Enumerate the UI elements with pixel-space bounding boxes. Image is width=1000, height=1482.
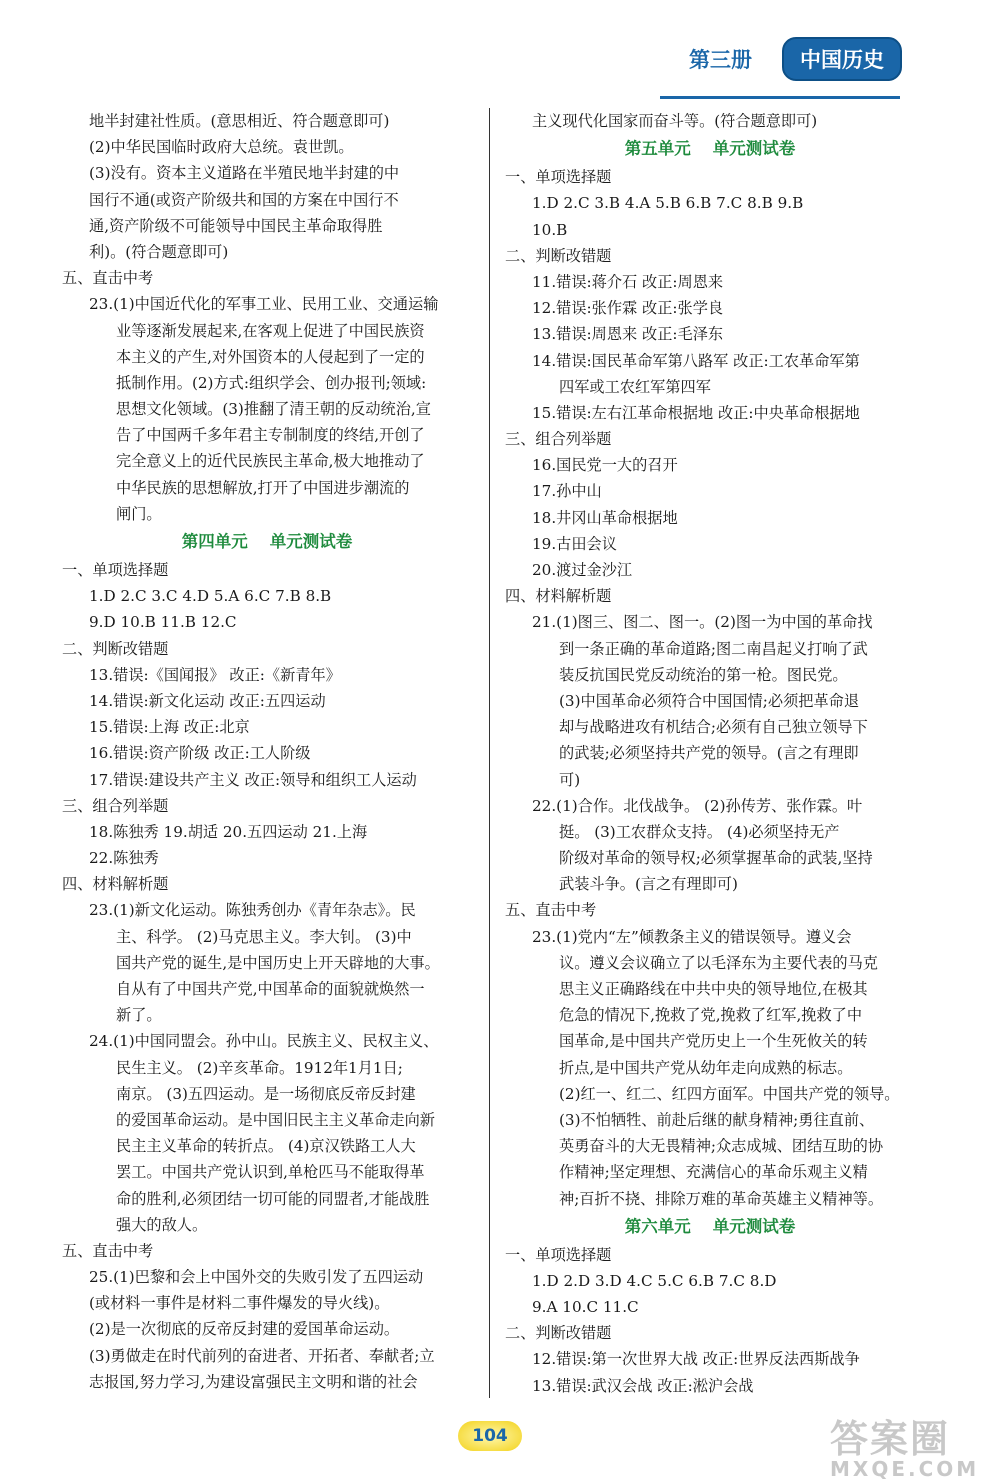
answer-line: 国革命,是中国共产党历史上一个生死攸关的转 [559, 1032, 868, 1051]
answer-line: 作精神;坚定理想、充满信心的革命乐观主义精 [559, 1163, 868, 1182]
page-number: 104 [458, 1421, 522, 1451]
answer-line: 罢工。中国共产党认识到,单枪匹马不能取得革 [116, 1163, 425, 1182]
answer-line: 18.陈独秀 19.胡适 20.五四运动 21.上海 [89, 822, 368, 841]
answer-line: 告了中国两千多年君主专制制度的终结,开创了 [116, 426, 425, 445]
answer-line: 闸门。 [116, 504, 162, 523]
answer-line: 15.错误:左右江革命根据地 改正:中央革命根据地 [532, 403, 860, 422]
header-rule [660, 96, 900, 99]
answer-line: 21.(1)图三、图二、图一。(2)图一为中国的革命找 [532, 613, 873, 632]
section-title [505, 134, 915, 164]
answer-line: 16.国民党一大的召开 [532, 456, 678, 475]
answer-line: 武装斗争。(言之有理即可) [559, 875, 738, 894]
page-header [689, 38, 902, 80]
answer-line: (3)没有。资本主义道路在半殖民地半封建的中 [89, 164, 400, 183]
answer-line: 19.古田会议 [532, 534, 617, 553]
answer-line: 国共产党的诞生,是中国历史上开天辟地的大事。 [116, 953, 440, 972]
answer-line: 24.(1)中国同盟会。孙中山。民族主义、民权主义、 [89, 1032, 439, 1051]
answer-line: 13.错误:周恩来 改正:毛泽东 [532, 325, 724, 344]
answer-line: 17.错误:建设共产主义 改正:领导和组织工人运动 [89, 770, 417, 789]
answer-line: 13.错误:武汉会战 改正:淞沪会战 [532, 1376, 754, 1395]
column-divider [489, 108, 490, 1398]
answer-line: 国行不通(或资产阶级共和国的方案在中国行不 [89, 190, 399, 209]
volume-label: 第三册 [689, 48, 752, 72]
answer-line: 13.错误:《国闻报》 改正:《新青年》 [89, 665, 341, 684]
answer-line: (2)红一、红二、红四方面军。中国共产党的领导。 [559, 1084, 900, 1103]
question-type-heading: 四、材料解析题 [62, 875, 169, 894]
question-type-heading: 五、直击中考 [505, 901, 597, 920]
section-title-part: 第四单元 [181, 532, 248, 551]
section-title-part: 单元测试卷 [269, 532, 353, 551]
answer-line: 民主主义革命的转折点。 (4)京汉铁路工人大 [116, 1137, 416, 1156]
watermark-logo [830, 1408, 980, 1481]
question-type-heading: 二、判断改错题 [505, 246, 612, 265]
answer-line: (2)中华民国临时政府大总统。袁世凯。 [89, 138, 354, 157]
answer-line: 12.错误:第一次世界大战 改正:世界反法西斯战争 [532, 1350, 860, 1369]
answer-line: 利)。(符合题意即可) [89, 242, 229, 261]
answer-line: 17.孙中山 [532, 482, 602, 501]
answer-line: 22.(1)合作。北伐战争。 (2)孙传芳、张作霖。叶 [532, 796, 863, 815]
answer-line: 议。遵义会议确立了以毛泽东为主要代表的马克 [559, 953, 878, 972]
answer-line: 23.(1)新文化运动。陈独秀创办《青年杂志》。民 [89, 901, 416, 920]
answer-line: 的爱国革命运动。是中国旧民主主义革命走向新 [116, 1110, 435, 1129]
answer-line: 通,资产阶级不可能领导中国民主革命取得胜 [89, 216, 383, 235]
answer-line: 10.B [532, 220, 568, 239]
answer-line: 主、科学。 (2)马克思主义。李大钊。 (3)中 [116, 927, 412, 946]
answer-line: 却与战略进攻有机结合;必须有自己独立领导下 [559, 718, 868, 737]
answer-line: 阶级对革命的领导权;必须掌握革命的武装,坚持 [559, 849, 873, 868]
answer-line: 折点,是中国共产党从幼年走向成熟的标志。 [559, 1058, 853, 1077]
answer-line: (或材料一事件是材料二事件爆发的导火线)。 [89, 1294, 390, 1313]
answer-line: 神;百折不挠、排除万难的革命英雄主义精神等。 [559, 1189, 884, 1208]
answer-line: 地半封建社性质。(意思相近、符合题意即可) [89, 112, 390, 130]
watermark-url: MXQE.COM [830, 1457, 980, 1481]
question-type-heading: 三、组合列举题 [62, 796, 169, 815]
question-type-heading: 一、单项选择题 [505, 168, 612, 187]
answer-line: 14.错误:国民革命军第八路军 改正:工农革命军第 [532, 351, 860, 370]
answer-line: 23.(1)中国近代化的军事工业、民用工业、交通运输 [89, 295, 439, 314]
answer-line: 的武装;必须坚持共产党的领导。(言之有理即 [559, 744, 859, 763]
question-type-heading: 三、组合列举题 [505, 430, 612, 449]
answer-line: 民生主义。 (2)辛亥革命。1912年1月1日; [116, 1058, 403, 1077]
answer-line: 25.(1)巴黎和会上中国外交的失败引发了五四运动 [89, 1268, 424, 1287]
answer-line: 四军或工农红军第四军 [559, 377, 711, 396]
answer-line: 9.A 10.C 11.C [532, 1298, 639, 1317]
question-type-heading: 四、材料解析题 [505, 587, 612, 606]
answer-line: 14.错误:新文化运动 改正:五四运动 [89, 691, 326, 710]
section-title-part: 单元测试卷 [712, 1216, 796, 1236]
answer-line: 挺。 (3)工农群众支持。 (4)必须坚持无产 [559, 822, 840, 841]
answer-line: 1.D 2.C 3.C 4.D 5.A 6.C 7.B 8.B [89, 587, 332, 606]
section-title-part: 单元测试卷 [712, 139, 796, 159]
answer-line: 业等逐渐发展起来,在客观上促进了中国民族资 [116, 321, 425, 340]
answer-line: 16.错误:资产阶级 改正:工人阶级 [89, 744, 311, 763]
answer-line: 11.错误:蒋介石 改正:周恩来 [532, 272, 724, 291]
question-type-heading: 五、直击中考 [62, 269, 154, 288]
section-title-part: 第五单元 [624, 139, 691, 159]
answer-line: 15.错误:上海 改正:北京 [89, 718, 250, 737]
answer-line: 1.D 2.D 3.D 4.C 5.C 6.B 7.C 8.D [532, 1271, 777, 1290]
answer-line: 22.陈独秀 [89, 849, 159, 868]
answer-line: 思想文化领域。(3)推翻了清王朝的反动统治,宣 [116, 400, 431, 419]
answer-line: 强大的敌人。 [116, 1215, 208, 1234]
answer-line: 12.错误:张作霖 改正:张学良 [532, 299, 724, 318]
answer-line: 思主义正确路线在中共中央的领导地位,在极其 [559, 980, 868, 998]
answer-line: 23.(1)党内“左”倾教条主义的错误领导。遵义会 [532, 927, 852, 946]
answer-line: 英勇奋斗的大无畏精神;众志成城、团结互助的协 [559, 1137, 884, 1156]
answer-line: (3)中国革命必须符合中国国情;必须把革命退 [559, 691, 860, 710]
right-column [505, 108, 915, 1399]
answer-line: 志报国,努力学习,为建设富强民主文明和谐的社会 [89, 1372, 418, 1391]
answer-line: 危急的情况下,挽救了党,挽救了红军,挽救了中 [559, 1006, 863, 1025]
question-type-heading: 一、单项选择题 [62, 561, 169, 579]
answer-line: 完全意义上的近代民族民主革命,极大地推动了 [116, 452, 425, 471]
left-column [62, 108, 472, 1395]
answer-line: 到一条正确的革命道路;图二南昌起义打响了武 [559, 639, 868, 658]
answer-line: 可) [559, 770, 581, 789]
subject-badge: 中国历史 [782, 37, 902, 81]
answer-line: 命的胜利,必须团结一切可能的同盟者,才能战胜 [116, 1189, 430, 1208]
answer-line: 20.渡过金沙江 [532, 561, 633, 579]
section-title [62, 527, 472, 557]
answer-line: 9.D 10.B 11.B 12.C [89, 613, 237, 632]
question-type-heading: 五、直击中考 [62, 1241, 154, 1260]
answer-line: 18.井冈山革命根据地 [532, 508, 678, 527]
question-type-heading: 一、单项选择题 [505, 1245, 612, 1264]
answer-line: 抵制作用。(2)方式:组织学会、创办报刊;领域: [116, 373, 427, 392]
answer-line: 主义现代化国家而奋斗等。(符合题意即可) [532, 112, 818, 130]
watermark-text: 答案圈 [830, 1417, 951, 1461]
answer-line: (3)不怕牺牲、前赴后继的献身精神;勇往直前、 [559, 1110, 875, 1129]
answer-line: 装反抗国民党反动统治的第一枪。图民党。 [559, 665, 848, 684]
answer-line: (2)是一次彻底的反帝反封建的爱国革命运动。 [89, 1320, 400, 1339]
question-type-heading: 二、判断改错题 [62, 639, 169, 658]
section-title-part: 第六单元 [624, 1216, 691, 1236]
answer-line: 自从有了中国共产党,中国革命的面貌就焕然一 [116, 980, 425, 998]
section-title [505, 1212, 915, 1242]
question-type-heading: 二、判断改错题 [505, 1324, 612, 1343]
answer-line: (3)勇做走在时代前列的奋进者、开拓者、奉献者;立 [89, 1346, 435, 1365]
answer-line: 南京。 (3)五四运动。是一场彻底反帝反封建 [116, 1084, 416, 1103]
answer-line: 本主义的产生,对外国资本的人侵起到了一定的 [116, 347, 425, 366]
answer-line: 新了。 [116, 1006, 162, 1025]
answer-line: 中华民族的思想解放,打开了中国进步潮流的 [116, 478, 410, 497]
answer-line: 1.D 2.C 3.B 4.A 5.B 6.B 7.C 8.B 9.B [532, 194, 804, 213]
